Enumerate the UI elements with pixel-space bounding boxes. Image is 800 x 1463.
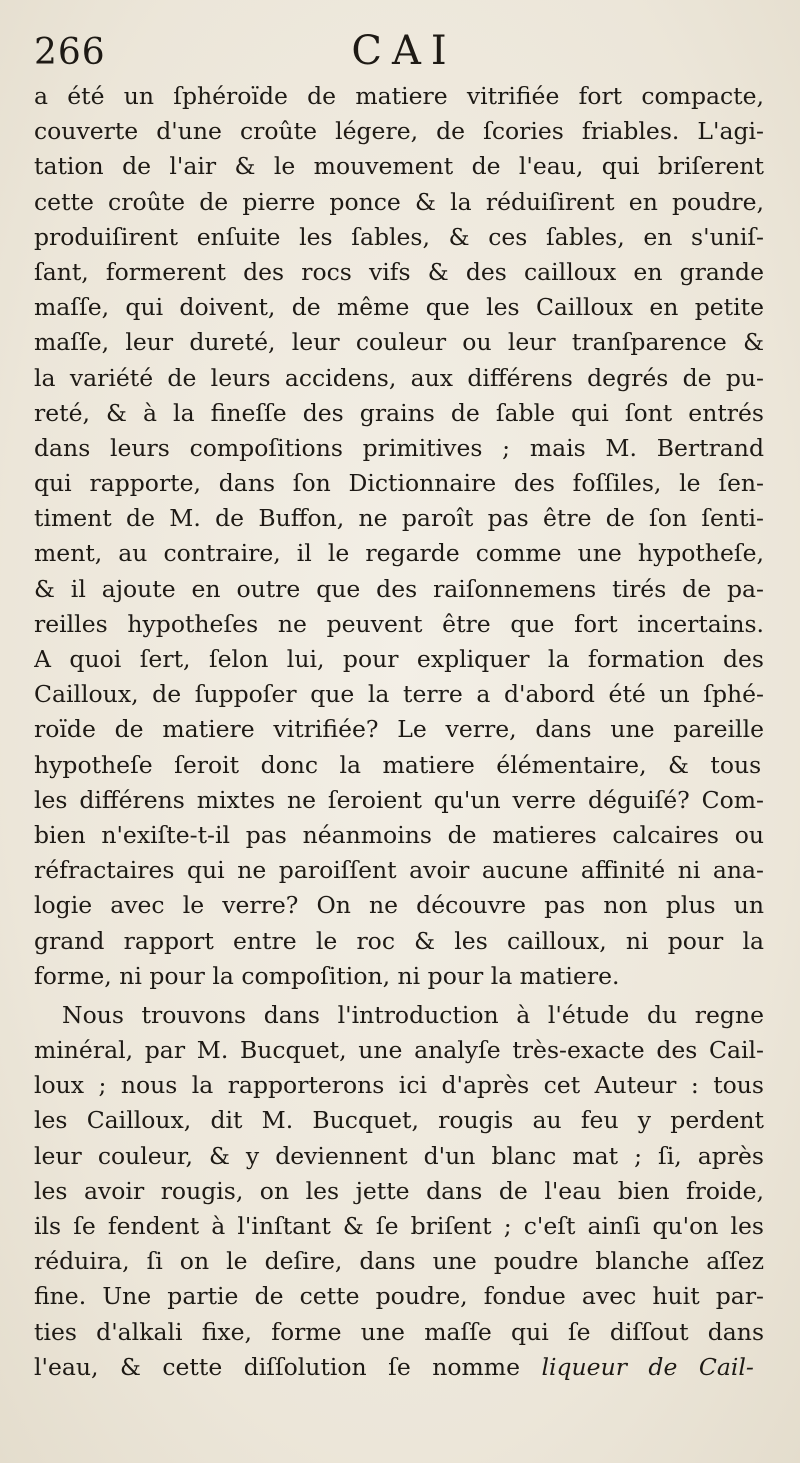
text-line: la variété de leurs accidens, aux différens degrés de pu-: [34, 363, 764, 392]
text-line: timent de M. de Buffon, ne paroît pas être de ſon ſenti-: [34, 504, 764, 533]
paragraph-1: [34, 79, 764, 994]
text-line: Nous trouvons dans l'introduction à l'étude du regne: [62, 1000, 764, 1029]
running-head: CAI: [351, 28, 457, 74]
text-line: maſſe, qui doivent, de même que les Cailloux en petite: [34, 293, 764, 322]
text-line: forme, ni pour la compoſition, ni pour la matiere.: [34, 961, 620, 990]
text-line: ties d'alkali fixe, forme une maſſe qui ſe diſſout dans: [34, 1317, 764, 1346]
text-line: ſant, formerent des rocs vifs & des cailloux en grande: [34, 257, 764, 286]
text-line: dans leurs compoſitions primitives ; mais M. Bertrand: [34, 433, 764, 462]
page-number: 266: [34, 32, 106, 73]
text-line: roïde de matiere vitrifiée? Le verre, dans une pareille: [34, 715, 764, 744]
text-line: qui rapporte, dans ſon Dictionnaire des foſſiles, le ſen-: [34, 469, 764, 498]
text-line: & il ajoute en outre que des raiſonnemens tirés de pa-: [34, 574, 764, 603]
text-line: minéral, par M. Bucquet, une analyſe très-exacte des Cail-: [34, 1036, 764, 1065]
page-header: [34, 28, 774, 78]
paragraph-2: [34, 998, 764, 1350]
text-line: maſſe, leur dureté, leur couleur ou leur tranſparence &: [34, 328, 764, 357]
text-line: couverte d'une croûte légere, de ſcories friables. L'agi-: [34, 117, 764, 146]
text-line: les Cailloux, dit M. Bucquet, rougis au feu y perdent: [34, 1106, 764, 1135]
text-line: loux ; nous la rapporterons ici d'après cet Auteur : tous: [34, 1071, 764, 1100]
text-line: a été un ſphéroïde de matiere vitrifiée fort compacte,: [34, 82, 764, 110]
text-line: bien n'exiſte-t-il pas néanmoins de matieres calcaires ou: [34, 820, 764, 849]
text-line: produiſirent enſuite les ſables, & ces ſables, en s'uniſ-: [34, 222, 764, 251]
text-line-final: [34, 1350, 764, 1385]
text-line: les avoir rougis, on les jette dans de l'eau bien froide,: [34, 1176, 764, 1205]
text-line: tation de l'air & le mouvement de l'eau, qui briſerent: [34, 152, 764, 181]
text-line: fine. Une partie de cette poudre, fondue avec huit par-: [34, 1282, 764, 1311]
text-line: cette croûte de pierre ponce & la réduiſirent en poudre,: [34, 187, 764, 216]
text-line: leur couleur, & y deviennent d'un blanc mat ; ſi, après: [34, 1141, 764, 1170]
text-line: ils ſe fendent à l'inſtant & ſe briſent ; c'eſt ainſi qu'on les: [34, 1212, 764, 1240]
text-line: réduira, ſi on le deſire, dans une poudre blanche aſſez: [34, 1247, 764, 1276]
final-line-italic: liqueur de Cail-: [541, 1352, 754, 1381]
text-line: A quoi ſert, ſelon lui, pour expliquer la formation des: [34, 645, 764, 673]
text-line: les différens mixtes ne ſeroient qu'un verre déguiſé? Com-: [34, 785, 764, 814]
text-line: réfractaires qui ne paroiſſent avoir aucune affinité ni ana-: [34, 856, 764, 885]
text-line: reté, & à la fineſſe des grains de ſable qui ſont entrés: [34, 398, 764, 427]
text-line: Cailloux, de ſuppoſer que la terre a d'abord été un ſphé-: [34, 680, 764, 709]
text-line: reilles hypotheſes ne peuvent être que fort incertains.: [34, 609, 764, 638]
text-line: grand rapport entre le roc & les cailloux, ni pour la: [34, 926, 764, 955]
final-line-roman: l'eau, & cette diſſolution ſe nomme: [34, 1352, 542, 1381]
text-line: hypotheſe ſeroit donc la matiere élémentaire, & tous: [34, 750, 762, 779]
text-line: ment, au contraire, il le regarde comme une hypotheſe,: [34, 539, 764, 568]
text-line: logie avec le verre? On ne découvre pas non plus un: [34, 891, 764, 920]
body-text: [34, 79, 764, 1385]
